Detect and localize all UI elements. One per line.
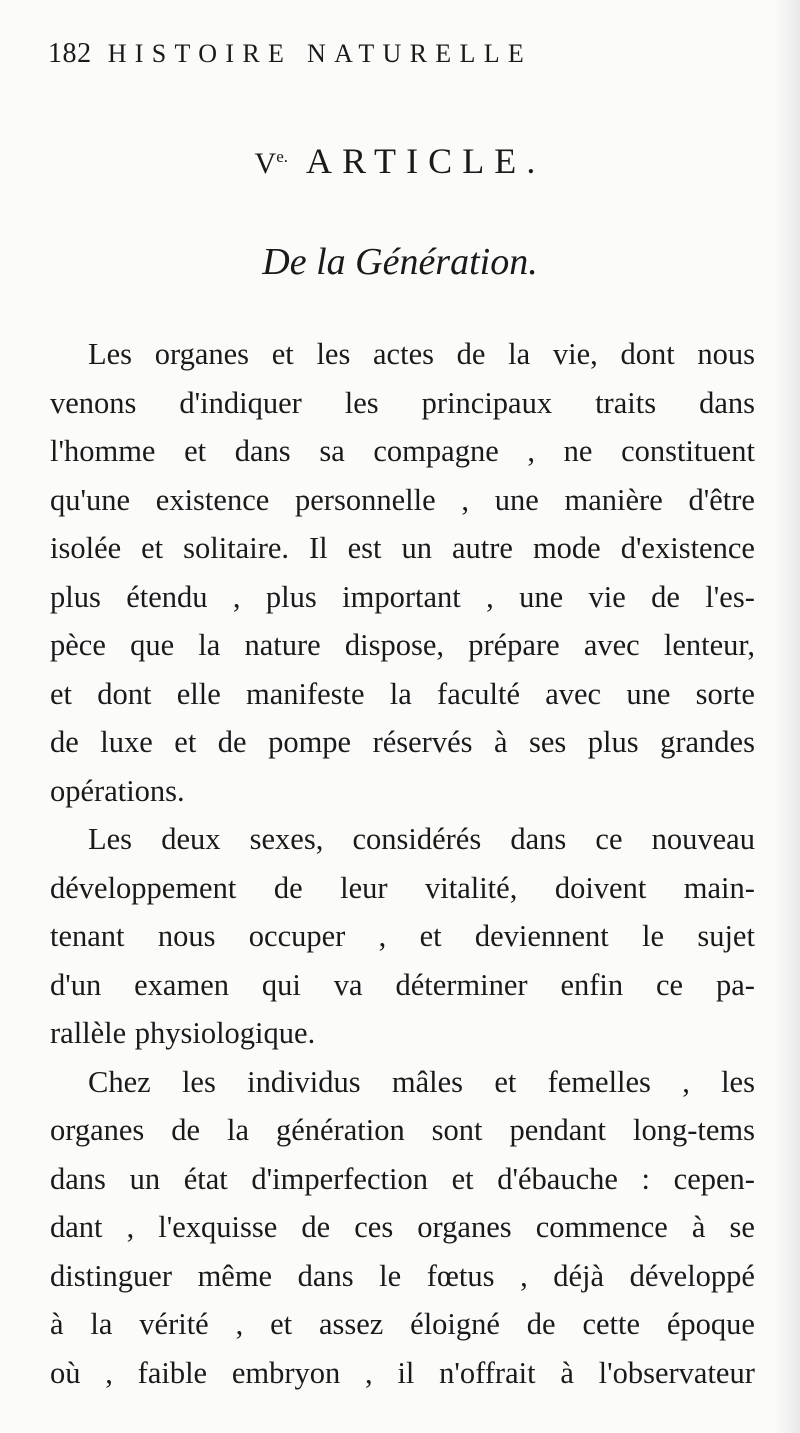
text-line: dant , l'exquisse de ces organes commence à se	[50, 1210, 755, 1244]
text-line: Les organes et les actes de la vie, dont nous	[88, 337, 755, 371]
text-line: opérations.	[50, 773, 185, 808]
text-line: Les deux sexes, considérés dans ce nouveau	[88, 822, 755, 856]
text-line: dans un état d'imperfection et d'ébauche : cepen-	[50, 1161, 755, 1196]
text-line: distinguer même dans le fœtus , déjà développé	[50, 1258, 755, 1293]
text-line: à la vérité , et assez éloigné de cette époque	[50, 1307, 755, 1341]
text-line: venons d'indiquer les principaux traits dans	[50, 385, 755, 420]
running-title: HISTOIRE NATURELLE	[107, 39, 533, 68]
text-line: développement de leur vitalité, doivent main-	[50, 870, 755, 905]
section-title: De la Génération.	[262, 241, 538, 283]
article-title: ARTICLE.	[306, 141, 546, 181]
body-text	[50, 330, 755, 1397]
text-line: et dont elle manifeste la faculté avec une sorte	[50, 676, 755, 711]
running-header	[48, 38, 748, 78]
text-line: de luxe et de pompe réservés à ses plus grandes	[50, 725, 755, 759]
article-heading	[0, 140, 800, 182]
text-line: Chez les individus mâles et femelles , les	[88, 1064, 755, 1099]
text-line: rallèle physiologique.	[50, 1016, 316, 1050]
text-line: où , faible embryon , il n'offrait à l'observateur	[50, 1355, 755, 1390]
text-line: tenant nous occuper , et deviennent le sujet	[50, 919, 755, 953]
text-line: organes de la génération sont pendant long-tems	[50, 1113, 755, 1147]
article-number	[255, 147, 288, 180]
text-line: isolée et solitaire. Il est un autre mode d'existence	[50, 531, 755, 565]
text-line: pèce que la nature dispose, prépare avec lenteur,	[50, 628, 755, 662]
article-number-roman: V	[254, 147, 277, 180]
text-line: plus étendu , plus important , une vie de l'es-	[50, 579, 755, 614]
text-line: l'homme et dans sa compagne , ne constituent	[50, 434, 755, 468]
text-line: d'un examen qui va déterminer enfin ce pa-	[50, 967, 755, 1002]
page-edge-shadow	[774, 0, 800, 1433]
page-number: 182	[48, 38, 92, 69]
article-number-suffix: e.	[276, 147, 288, 166]
text-line: qu'une existence personnelle , une manière d'être	[50, 482, 755, 517]
